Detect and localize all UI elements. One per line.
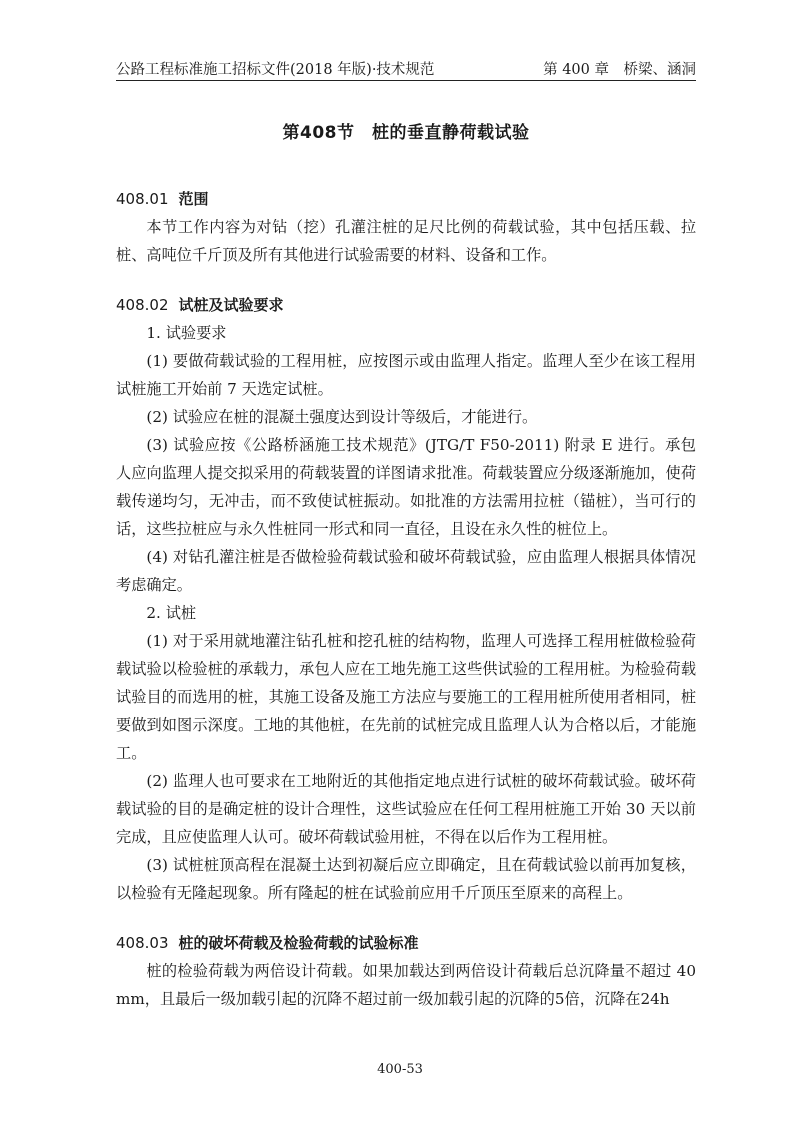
section-name: 试桩及试验要求 bbox=[178, 296, 284, 314]
paragraph: (2) 试验应在桩的混凝土强度达到设计等级后，才能进行。 bbox=[146, 408, 538, 426]
page-content bbox=[116, 118, 696, 1035]
section-name: 桩的破坏荷载及检验荷载的试验标准 bbox=[178, 934, 419, 952]
section-title: 第408节 桩的垂直静荷载试验 bbox=[282, 123, 530, 143]
section-408-01 bbox=[116, 185, 696, 269]
paragraph: (1) 对于采用就地灌注钻孔桩和挖孔桩的结构物，监理人可选择工程用桩做检验荷载试验以检验桩的承载力，承包人应在工地先施工这些供试验的工程用桩。为检验荷载试验目的而选用的桩，其施工设备及施工方法应与要施工的工程用桩所使用者相同，桩要做到如图示深度。工地的其他桩，在先前的试桩完成且监理人认为合格以后，才能施工。 bbox=[116, 632, 696, 762]
header-chapter-title: 第 400 章 桥梁、涵洞 bbox=[543, 62, 696, 78]
subheading-test-piles: 2. 试桩 bbox=[146, 604, 197, 622]
paragraph: (4) 对钻孔灌注桩是否做检验荷载试验和破坏荷载试验，应由监理人根据具体情况考虑确定。 bbox=[116, 548, 696, 594]
section-number: 408.03 bbox=[116, 934, 169, 952]
section-name: 范围 bbox=[178, 190, 209, 208]
paragraph: 本节工作内容为对钻（挖）孔灌注桩的足尺比例的荷载试验，其中包括压载、拉桩、高吨位千斤顶及所有其他进行试验需要的材料、设备和工作。 bbox=[116, 218, 696, 264]
page-footer bbox=[0, 1062, 800, 1077]
paragraph: 桩的检验荷载为两倍设计荷载。如果加载达到两倍设计荷载后总沉降量不超过 40mm，且最后一级加载引起的沉降不超过前一级加载引起的沉降的5倍，沉降在24h bbox=[116, 962, 696, 1008]
section-heading bbox=[116, 929, 696, 957]
section-heading bbox=[116, 185, 696, 213]
paragraph: (3) 试桩桩顶高程在混凝土达到初凝后应立即确定，且在荷载试验以前再加复核，以检验有无隆起现象。所有隆起的桩在试验前应用千斤顶压至原来的高程上。 bbox=[116, 856, 696, 902]
running-header bbox=[116, 56, 696, 81]
header-document-title: 公路工程标准施工招标文件(2018 年版)·技术规范 bbox=[116, 62, 435, 78]
section-number: 408.02 bbox=[116, 296, 169, 314]
section-408-02 bbox=[116, 291, 696, 907]
section-heading bbox=[116, 291, 696, 319]
section-number: 408.01 bbox=[116, 190, 169, 208]
page-number: 400-53 bbox=[377, 1062, 423, 1077]
paragraph: (2) 监理人也可要求在工地附近的其他指定地点进行试桩的破坏荷载试验。破坏荷载试验的目的是确定桩的设计合理性，这些试验应在任何工程用桩施工开始 30 天以前完成，且应使监理人认可。破坏荷载试验用桩，不得在以后作为工程用桩。 bbox=[116, 772, 696, 846]
section-408-03 bbox=[116, 929, 696, 1013]
paragraph: (3) 试验应按《公路桥涵施工技术规范》(JTG/T F50-2011) 附录 E 进行。承包人应向监理人提交拟采用的荷载装置的详图请求批准。荷载装置应分级逐渐施加，使荷载传递均匀，无冲击，而不致使试桩振动。如批准的方法需用拉桩（锚桩），当可行的话，这些拉桩应与永久性桩同一形式和同一直径，且设在永久性的桩位上。 bbox=[116, 436, 696, 538]
subheading-test-requirements: 1. 试验要求 bbox=[146, 324, 227, 342]
paragraph: (1) 要做荷载试验的工程用桩，应按图示或由监理人指定。监理人至少在该工程用试桩施工开始前 7 天选定试桩。 bbox=[116, 352, 696, 398]
